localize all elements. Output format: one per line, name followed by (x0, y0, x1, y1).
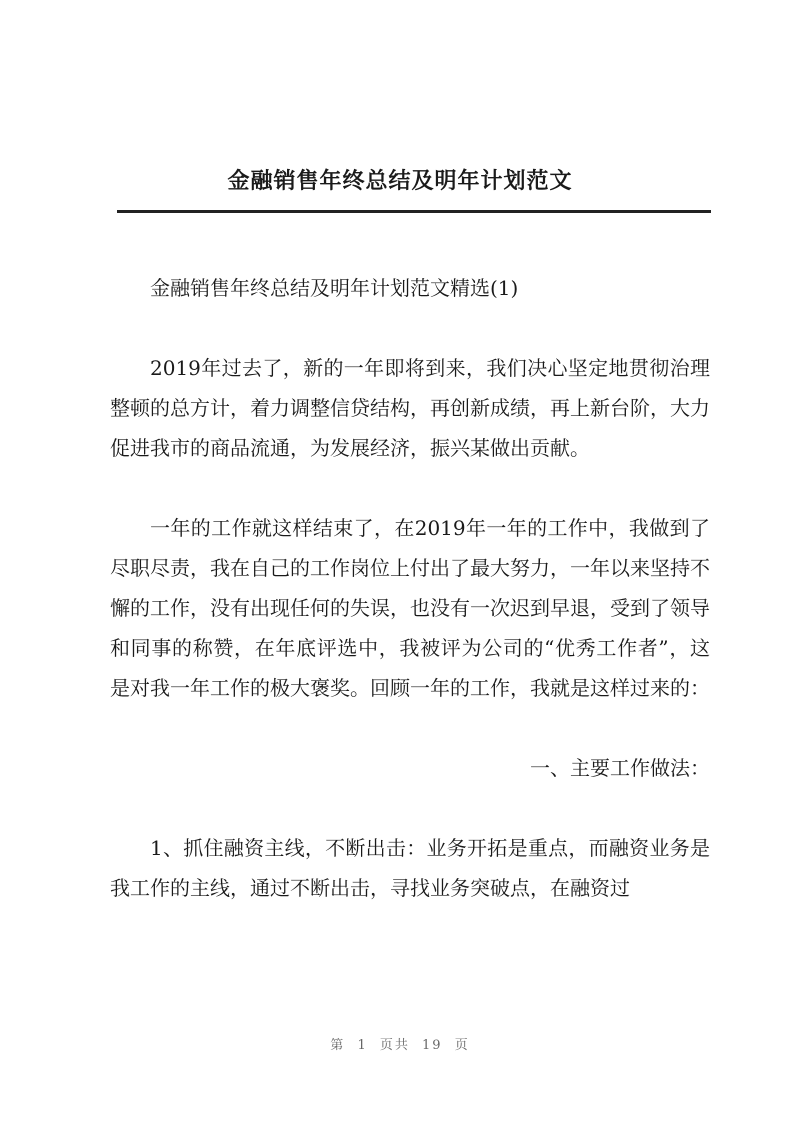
subtitle-paragraph: 金融销售年终总结及明年计划范文精选(1) (150, 276, 519, 300)
footer-total-pages: 19 (422, 1038, 443, 1053)
footer-prefix: 第 (330, 1038, 346, 1053)
title-divider (117, 210, 711, 213)
page-title: 金融销售年终总结及明年计划范文 (227, 168, 573, 194)
document-body (110, 268, 710, 908)
footer-suffix: 页 (454, 1038, 470, 1053)
footer-page-number: 1 (357, 1038, 368, 1053)
body-paragraph: 2019年过去了，新的一年即将到来，我们决心坚定地贯彻治理整顿的总方计，着力调整信贷结构，再创新成绩，再上新台阶，大力促进我市的商品流通，为发展经济，振兴某做出贡献。 (110, 356, 710, 460)
section-heading: 一、主要工作做法： (530, 756, 710, 780)
body-paragraph: 一年的工作就这样结束了，在2019年一年的工作中，我做到了尽职尽责，我在自己的工作岗位上付出了最大努力，一年以来坚持不懈的工作，没有出现任何的失误，也没有一次迟到早退，受到了领导和同事的称赞，在年底评选中，我被评为公司的“优秀工作者”，这是对我一年工作的极大褒奖。回顾一年的工作，我就是这样过来的： (110, 516, 710, 700)
body-paragraph: 1、抓住融资主线，不断出击：业务开拓是重点，而融资业务是我工作的主线，通过不断出击，寻找业务突破点，在融资过 (110, 836, 710, 900)
footer-middle: 页共 (379, 1038, 410, 1053)
page-footer (0, 1034, 800, 1053)
